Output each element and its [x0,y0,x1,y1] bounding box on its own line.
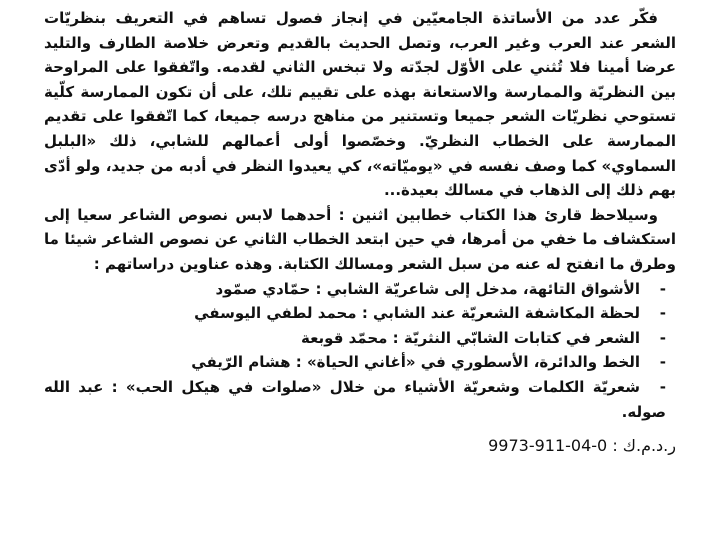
list-item [44,326,676,351]
list-item [44,301,676,326]
document-page [44,6,676,459]
list-item-text: لحظة المكاشفة الشعريّة عند الشابي : محمد لطفي اليوسفي [194,304,640,323]
list-marker: - [659,304,666,323]
list-marker: - [659,279,666,298]
isbn-line [44,434,676,459]
isbn-number: 9973-911-04-0 [488,436,608,456]
list-item-text: الخط والدائرة، الأسطوري في «أغاني الحياة» : هشام الرّيفي [191,353,640,372]
intro-paragraph: فكّر عدد من الأساتذة الجامعيّين في إنجاز فصول تساهم في التعريف بنظريّات الشعر عند العرب وغير العرب، وتصل الحديث بالقديم وتعرض خلاصة الطارف والتليد عرضا أمينا فلا تُثني على الأوّل لجدّته ولا تبخس الثاني لقدمه. واتّفقوا على المراوحة بين النظريّة والممارسة والاستعانة بهذه على تقييم تلك، على أن تكون الممارسة كلّية تستوحي نظريّات الشعر جميعا وتستنير من مناهج درسه جميعا، كما اتّفقوا على تقديم الممارسة على الخطاب النظريّ. وخصّصوا أولى أعمالهم للشابي، ذلك «البلبل السماوي» كما وصف نفسه في «يوميّاته»، كي يعيدوا النظر في أدبه من جديد، ولو أدّى بهم ذلك إلى الذهاب في مسالك بعيدة... [44,9,676,200]
list-item [44,277,676,302]
list-item [44,375,676,424]
studies-list [44,277,676,425]
list-item-text: الأشواق التائهة، مدخل إلى شاعريّة الشابي : حمّادي صمّود [215,279,640,298]
list-marker: - [659,377,666,396]
list-item-text: شعريّة الكلمات وشعريّة الأشياء من خلال «صلوات في هيكل الحب» : عبد الله صوله. [44,377,666,421]
contents-paragraph: وسيلاحظ قارئ هذا الكتاب خطابين اثنين : أحدهما لابس نصوص الشاعر سعيا إلى استكشاف ما خفي من أمرها، في حين ابتعد الخطاب الثاني عن نصوص الشاعر شيئا ما وطرق ما انفتح له عنه من سبل الشعر ومسالك الكتابة. وهذه عناوين دراساتهم : [44,205,676,273]
list-marker: - [659,353,666,372]
list-item-text: الشعر في كتابات الشابّي النثريّة : محمّد قوبعة [300,328,640,347]
isbn-label: ر.د.م.ك : [612,436,676,456]
list-marker: - [659,328,666,347]
list-item [44,350,676,375]
